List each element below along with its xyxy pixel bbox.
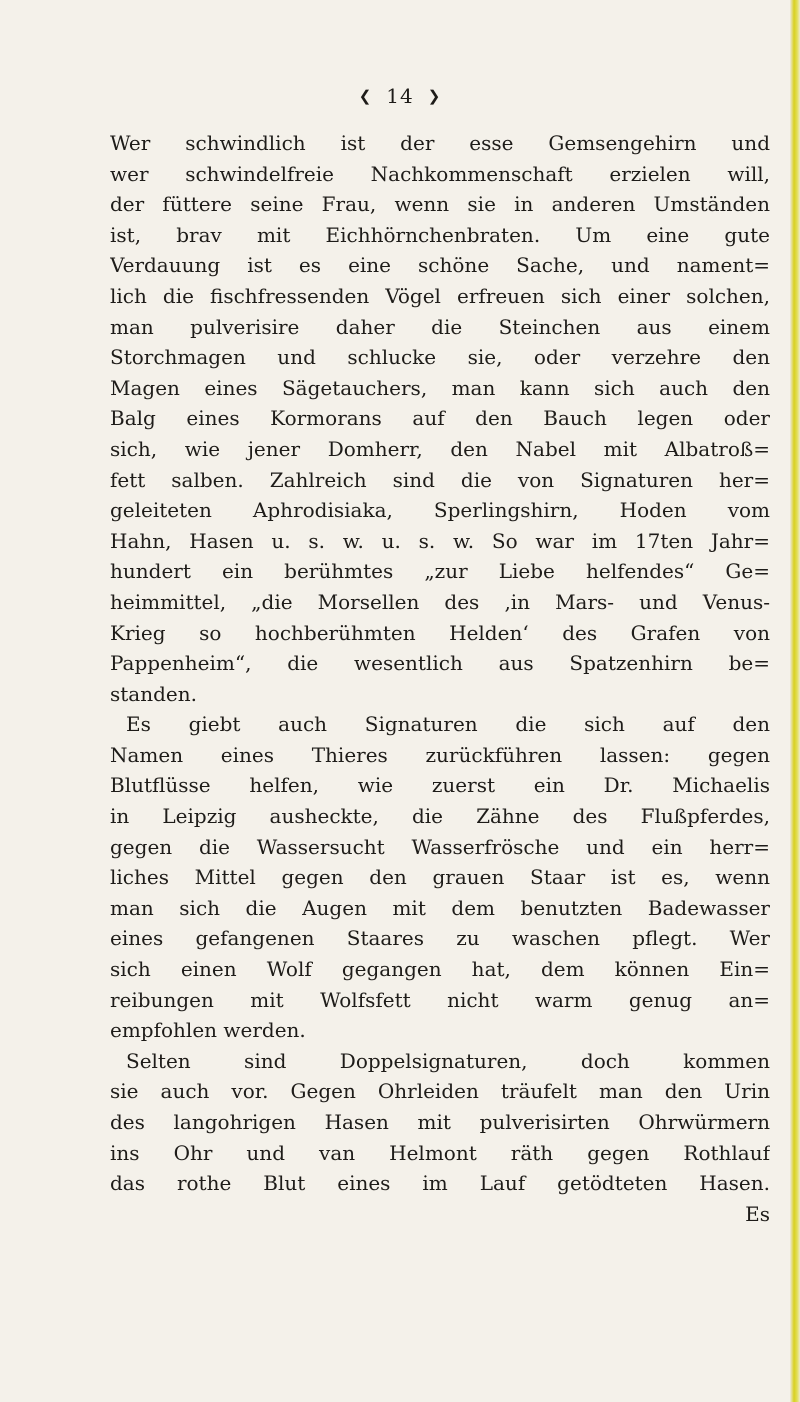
text-line: ist, brav mit Eichhörnchenbraten. Um eine gute	[110, 222, 770, 247]
text-line: Blutflüsse helfen, wie zuerst ein Dr. Michaelis	[110, 773, 770, 798]
text-line: eines gefangenen Staares zu waschen pflegt. Wer	[110, 926, 770, 951]
body-text	[110, 128, 770, 1229]
ornament-right-icon: ❯	[427, 87, 442, 105]
text-line: heimmittel, „die Morsellen des ‚in Mars- und Venus-	[110, 589, 770, 614]
text-line: man sich die Augen mit dem benutzten Badewasser	[110, 895, 770, 920]
text-line: Hahn, Hasen u. s. w. u. s. w. So war im 17ten Jahr=	[110, 528, 770, 553]
text-line: Magen eines Sägetauchers, man kann sich auch den	[110, 375, 770, 400]
text-line: hundert ein berühmtes „zur Liebe helfendes“ Ge=	[110, 559, 770, 584]
text-line: Namen eines Thieres zurückführen lassen: gegen	[110, 742, 770, 767]
text-line: sie auch vor. Gegen Ohrleiden träufelt man den Urin	[110, 1079, 770, 1104]
text-line: Krieg so hochberühmten Helden‘ des Grafen von	[110, 620, 770, 645]
text-line: sich einen Wolf gegangen hat, dem können Ein=	[110, 957, 770, 982]
catchword: Es	[745, 1201, 770, 1226]
page-header	[0, 84, 800, 108]
text-line: liches Mittel gegen den grauen Staar ist es, wenn	[110, 865, 770, 890]
text-line: empfohlen werden.	[110, 1018, 306, 1043]
text-line: man pulverisire daher die Steinchen aus einem	[110, 314, 770, 339]
text-line: geleiteten Aphrodisiaka, Sperlingshirn, Hoden vom	[110, 498, 770, 523]
text-line: Balg eines Kormorans auf den Bauch legen oder	[110, 406, 770, 431]
page-edge	[790, 0, 800, 1402]
text-line: sich, wie jener Domherr, den Nabel mit Albatroß=	[110, 436, 770, 461]
text-line: lich die fischfressenden Vögel erfreuen sich einer solchen,	[110, 283, 770, 308]
text-line: wer schwindelfreie Nachkommenschaft erzielen will,	[110, 161, 770, 186]
text-line: gegen die Wassersucht Wasserfrösche und ein herr=	[110, 834, 770, 859]
text-line: Selten sind Doppelsignaturen, doch kommen	[126, 1048, 770, 1073]
text-line: ins Ohr und van Helmont räth gegen Rothlauf	[110, 1140, 770, 1165]
text-line: der füttere seine Frau, wenn sie in anderen Umständen	[110, 192, 770, 217]
text-line: des langohrigen Hasen mit pulverisirten Ohrwürmern	[110, 1110, 770, 1134]
text-line: das rothe Blut eines im Lauf getödteten Hasen.	[110, 1171, 770, 1196]
ornament-left-icon: ❮	[358, 87, 373, 105]
text-line: Verdauung ist es eine schöne Sache, und nament=	[110, 253, 770, 278]
text-line: Pappenheim“, die wesentlich aus Spatzenhirn be=	[110, 651, 770, 676]
text-line: standen.	[110, 681, 197, 706]
text-line: in Leipzig ausheckte, die Zähne des Flußpferdes,	[110, 804, 770, 829]
text-line: Es giebt auch Signaturen die sich auf den	[126, 712, 770, 737]
text-line: Wer schwindlich ist der esse Gemsengehirn und	[110, 131, 770, 155]
text-line: Storchmagen und schlucke sie, oder verzehre den	[110, 345, 770, 370]
text-line: reibungen mit Wolfsfett nicht warm genug an=	[110, 987, 770, 1012]
text-line: fett salben. Zahlreich sind die von Signaturen her=	[110, 467, 770, 492]
page-number: 14	[386, 84, 414, 108]
